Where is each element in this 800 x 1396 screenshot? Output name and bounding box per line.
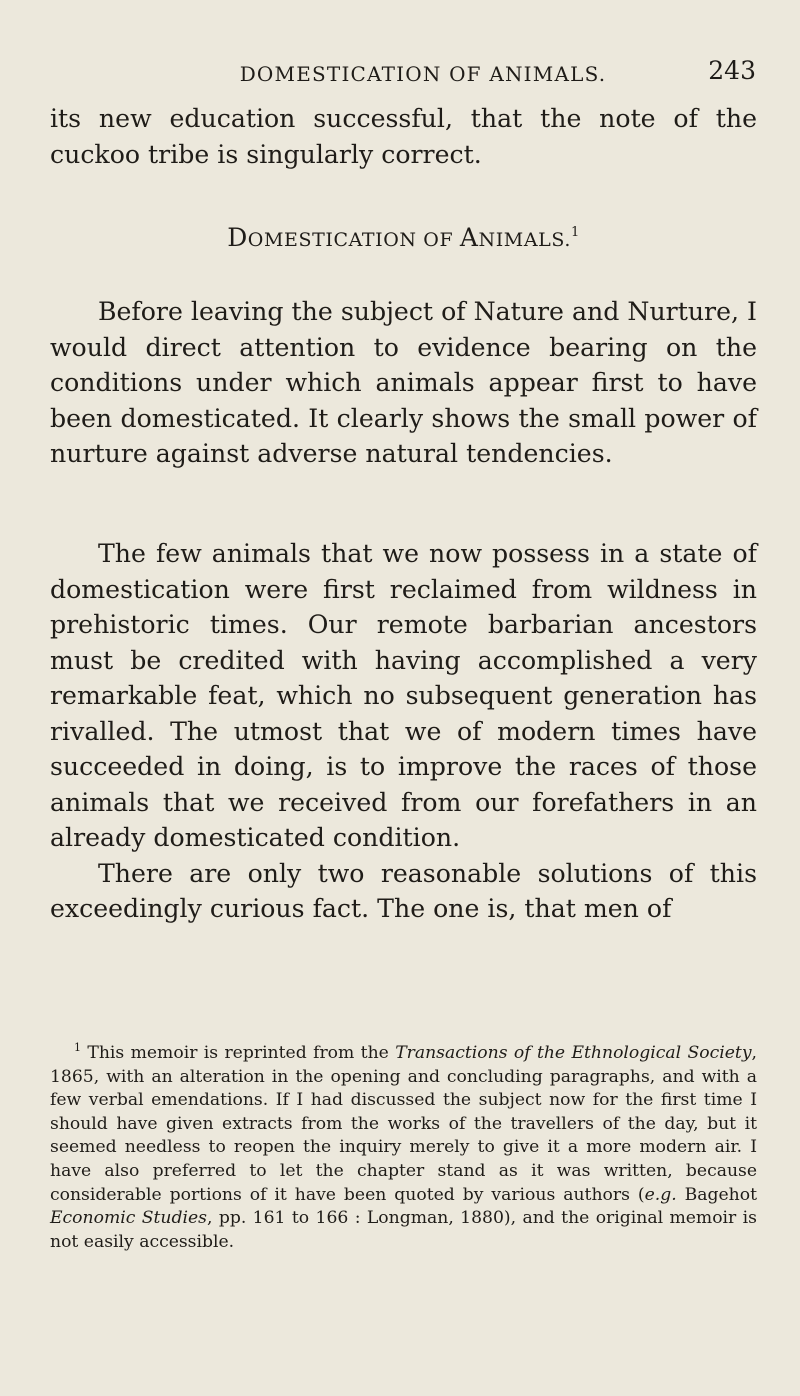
footnote [50, 1042, 757, 1254]
footnote-segment: This memoir is reprinted from the [81, 1043, 396, 1063]
running-head [90, 56, 756, 88]
footnote-citation: Transactions of the Ethnological Society [395, 1043, 752, 1063]
running-head-title: DOMESTICATION OF ANIMALS. [239, 62, 607, 86]
footnote-abbrev: e.g. [644, 1184, 677, 1205]
paragraph-text: There are only two reasonable solutions of this exceedingly curious fact. The one is, that men of [50, 858, 757, 923]
intro-paragraph [50, 101, 757, 172]
footnote-segment: , pp. 161 to 166 : Longman, 1880), and the original memoir is not easily accessible. [50, 1208, 757, 1252]
heading-initial-2: A [459, 223, 479, 252]
intro-text: its new education successful, that the note of the cuckoo tribe is singularly correct. [50, 104, 757, 169]
paragraph-2 [50, 536, 757, 927]
section-heading [50, 223, 757, 252]
paragraph-text: Before leaving the subject of Nature and Nurture, I would direct attention to evidence bearing on the conditions under which animals appear first to have been domesticated. It clearly shows the small power of nurture against adverse natural tendencies. [50, 297, 757, 468]
footnote-segment: , 1865, with an alteration in the opening and concluding paragraphs, and with a few verbal emendations. If I had discussed the subject now for the first time I should have given extracts from the works of the travellers of the day, but it seemed needless to reopen the inquiry merely to give it a more modern air. I have also preferred to let the chapter stand as it was written, because considerable portions of it have been quoted by various authors ( [50, 1043, 757, 1205]
footnote-segment: Bagehot [676, 1184, 757, 1205]
footnote-reference: 1 [570, 225, 580, 240]
paragraph-text: The few animals that we now possess in a state of domestication were first reclaimed from wildness in prehistoric times. Our remote barbarian ancestors must be credited with having accomplished a very remarkable feat, which no subsequent generation has rivalled. The utmost that we of modern times have succeeded in doing, is to improve the races of those animals that we received from our forefathers in an already domesticated condition. [50, 539, 757, 852]
heading-initial-1: D [227, 223, 248, 252]
heading-smallcaps-2: NIMALS. [478, 229, 571, 251]
paragraph-1 [50, 294, 757, 472]
footnote-mark: 1 [74, 1041, 81, 1054]
footnote-book-title: Economic Studies [50, 1208, 207, 1229]
page-number: 243 [708, 56, 756, 85]
footnote-text [50, 1042, 757, 1254]
heading-smallcaps-1: OMESTICATION OF [247, 229, 460, 251]
